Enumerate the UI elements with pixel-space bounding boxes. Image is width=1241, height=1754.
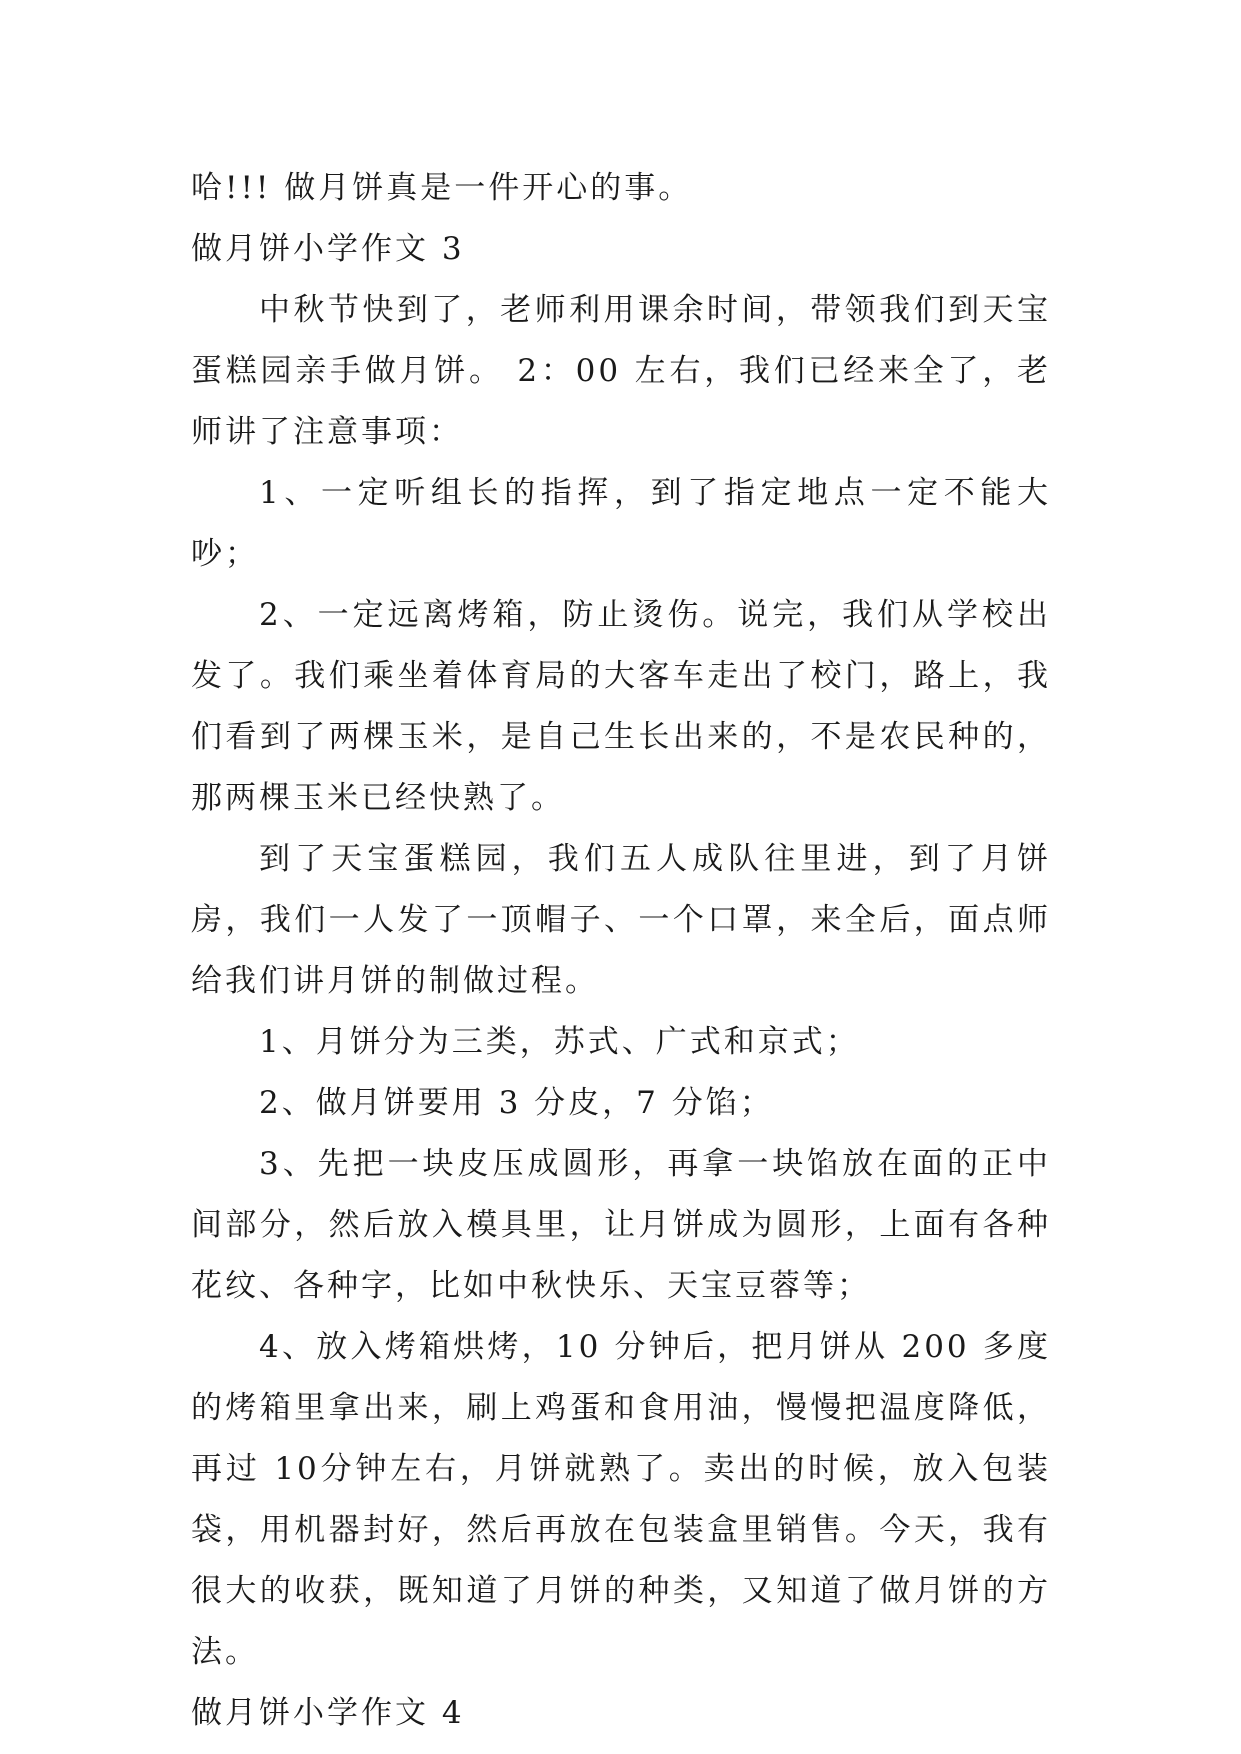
paragraph-step-1: 1、月饼分为三类，苏式、广式和京式； bbox=[259, 1024, 860, 1060]
paragraph-step-4: 4、放入烤箱烘烤，10 分钟后，把月饼从 200 多度的烤箱里拿出来，刷上鸡蛋和食用油，慢慢把温度降低，再过 10分钟左右，月饼就熟了。卖出的时候，放入包装袋，用机器封好，然后再放在包装盒里销售。今天，我有很大的收获，既知道了月饼的种类，又知道了做月饼的方法。 bbox=[191, 1329, 1051, 1670]
paragraph-intro: 中秋节快到了，老师利用课余时间，带领我们到天宝蛋糕园亲手做月饼。 2：00 左右，我们已经来全了，老师讲了注意事项： bbox=[191, 292, 1051, 450]
paragraph-rule-2: 2、一定远离烤箱，防止烫伤。说完，我们从学校出发了。我们乘坐着体育局的大客车走出了校门，路上，我们看到了两棵玉米，是自己生长出来的，不是农民种的，那两棵玉米已经快熟了。 bbox=[191, 597, 1051, 816]
paragraph-rule-1: 1、一定听组长的指挥，到了指定地点一定不能大吵； bbox=[191, 475, 1051, 572]
section-3-title: 做月饼小学作文 3 bbox=[191, 231, 465, 267]
intro-line: 哈!!! 做月饼真是一件开心的事。 bbox=[191, 170, 693, 206]
paragraph-step-3: 3、先把一块皮压成圆形，再拿一块馅放在面的正中间部分，然后放入模具里，让月饼成为圆形，上面有各种花纹、各种字，比如中秋快乐、天宝豆蓉等； bbox=[191, 1146, 1051, 1304]
paragraph-step-2: 2、做月饼要用 3 分皮，7 分馅； bbox=[259, 1085, 774, 1121]
paragraph-arrival: 到了天宝蛋糕园，我们五人成队往里进，到了月饼房，我们一人发了一顶帽子、一个口罩，来全后，面点师给我们讲月饼的制做过程。 bbox=[191, 841, 1051, 999]
document-body bbox=[191, 158, 1051, 1744]
section-4-title: 做月饼小学作文 4 bbox=[191, 1695, 465, 1731]
